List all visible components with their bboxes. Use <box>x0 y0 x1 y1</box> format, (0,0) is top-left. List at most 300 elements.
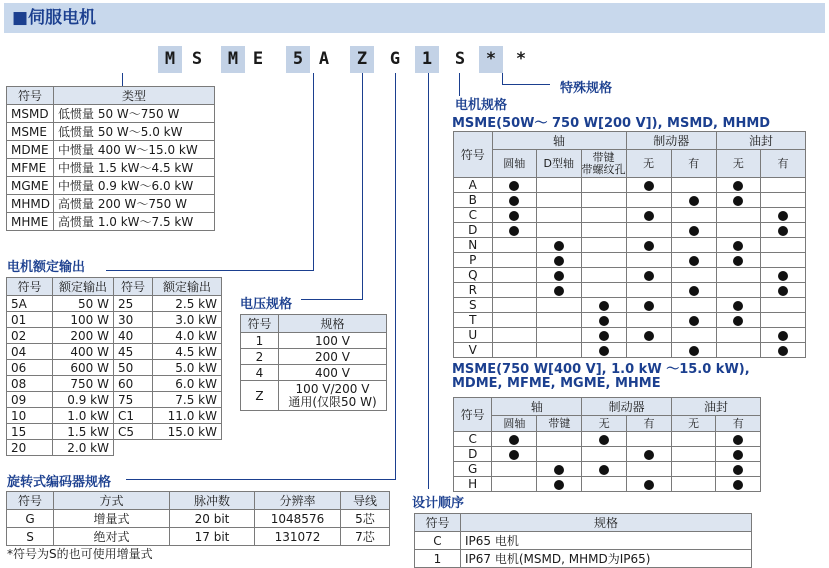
filled-dot-icon <box>509 181 519 191</box>
spec-cell <box>492 268 536 283</box>
table-row <box>7 296 222 312</box>
filled-dot-icon <box>599 346 609 356</box>
model-code-char: E <box>252 49 264 69</box>
table-row <box>7 195 215 213</box>
motor-spec-table2-title-line1: MSME(750 W[400 V], 1.0 kW ～15.0 kW), <box>452 362 750 377</box>
spec-cell <box>492 193 536 208</box>
motor-type-table <box>6 86 215 231</box>
table-row <box>7 141 215 159</box>
rated-symbol: 25 <box>114 296 153 312</box>
spec-cell <box>626 178 671 193</box>
voltage-spec-line1: 100 V/200 V <box>295 381 370 396</box>
rated-symbol: 30 <box>114 312 153 328</box>
spec-symbol: P <box>454 253 493 268</box>
table-row <box>454 268 806 283</box>
spec-cell <box>626 223 671 238</box>
spec-cell <box>492 313 536 328</box>
spec-cell <box>536 298 581 313</box>
spec-cell <box>671 328 716 343</box>
spec-cell <box>760 253 805 268</box>
spec-symbol: D <box>454 223 493 238</box>
spec-cell <box>627 477 672 492</box>
spec-subheader <box>536 150 581 178</box>
spec-cell <box>492 343 536 358</box>
table-row <box>415 532 752 550</box>
encoder-table <box>6 491 390 546</box>
spec-cell <box>581 328 626 343</box>
rated-header-symbol-2: 符号 <box>114 278 153 296</box>
spec-cell <box>626 313 671 328</box>
spec-subheader <box>671 150 716 178</box>
table-row <box>7 376 222 392</box>
encoder-resolution: 131072 <box>255 528 341 546</box>
spec-cell <box>716 298 760 313</box>
rated-symbol: 09 <box>7 392 53 408</box>
encoder-method: 绝对式 <box>54 528 170 546</box>
table-header-row <box>454 398 761 416</box>
spec-cell <box>671 268 716 283</box>
rated-symbol: 5A <box>7 296 53 312</box>
spec-cell <box>671 313 716 328</box>
spec-subheader-text: 有 <box>643 416 655 430</box>
filled-dot-icon <box>689 346 699 356</box>
filled-dot-icon <box>644 181 654 191</box>
spec-symbol: A <box>454 178 493 193</box>
encoder-pulses: 20 bit <box>170 510 255 528</box>
spec-subheader <box>537 416 582 432</box>
filled-dot-icon <box>778 211 788 221</box>
spec-cell <box>536 328 581 343</box>
spec-cell <box>581 268 626 283</box>
spec-cell <box>536 253 581 268</box>
rated-output: 6.0 kW <box>153 376 222 392</box>
spec-symbol: N <box>454 238 493 253</box>
spec-subheader <box>626 150 671 178</box>
encoder-wires: 5芯 <box>341 510 390 528</box>
spec-cell <box>581 223 626 238</box>
spec-cell <box>537 477 582 492</box>
spec-cell <box>536 343 581 358</box>
spec-symbol: D <box>454 447 492 462</box>
filled-dot-icon <box>554 465 564 475</box>
type-description: 低惯量 50 W～5.0 kW <box>54 123 215 141</box>
spec-cell <box>716 268 760 283</box>
table-row <box>7 123 215 141</box>
filled-dot-icon <box>733 465 743 475</box>
encoder-symbol: G <box>7 510 54 528</box>
spec-subheader-text: 圆轴 <box>503 416 526 430</box>
rated-output-title: 电机额定输出 <box>7 260 86 275</box>
design-header-symbol: 符号 <box>415 514 461 532</box>
rated-symbol: 50 <box>114 360 153 376</box>
motor-spec-table1-title: MSME(50W～ 750 W[200 V]), MSMD, MHMD <box>452 116 771 131</box>
rated-output: 11.0 kW <box>153 408 222 424</box>
encoder-resolution: 1048576 <box>255 510 341 528</box>
table-row <box>7 312 222 328</box>
spec-cell <box>671 208 716 223</box>
rated-output: 3.0 kW <box>153 312 222 328</box>
spec-subheader-text: 有 <box>688 156 700 170</box>
filled-dot-icon <box>778 226 788 236</box>
filled-dot-icon <box>509 435 519 445</box>
spec-subheader <box>671 416 716 432</box>
spec-subheader <box>582 416 627 432</box>
type-description: 中惯量 0.9 kW～6.0 kW <box>54 177 215 195</box>
model-code-char: 1 <box>415 46 439 73</box>
type-description: 低惯量 50 W～750 W <box>54 105 215 123</box>
spec-cell <box>716 343 760 358</box>
spec-cell <box>537 447 582 462</box>
rated-symbol: 08 <box>7 376 53 392</box>
encoder-note: *符号为S的也可使用增量式 <box>7 547 153 561</box>
type-description: 中惯量 1.5 kW～4.5 kW <box>54 159 215 177</box>
table-row <box>7 177 215 195</box>
rated-header-symbol-1: 符号 <box>7 278 53 296</box>
spec-cell <box>536 268 581 283</box>
spec-subheader <box>716 416 761 432</box>
rated-output: 50 W <box>53 296 114 312</box>
rated-output: 750 W <box>53 376 114 392</box>
filled-dot-icon <box>733 450 743 460</box>
filled-dot-icon <box>733 256 743 266</box>
type-symbol: MHME <box>7 213 54 231</box>
spec-cell <box>671 343 716 358</box>
spec-cell <box>760 328 805 343</box>
spec-cell <box>760 208 805 223</box>
spec-cell <box>716 178 760 193</box>
spec-cell <box>581 253 626 268</box>
encoder-header-symbol: 符号 <box>7 492 54 510</box>
table-row <box>454 328 806 343</box>
spec-cell <box>582 432 627 447</box>
rated-output: 100 W <box>53 312 114 328</box>
spec-cell <box>760 268 805 283</box>
spec-subheader-text: 有 <box>732 416 744 430</box>
filled-dot-icon <box>733 241 743 251</box>
spec-subheader-text: 带键 <box>592 150 615 164</box>
spec-cell <box>760 193 805 208</box>
filled-dot-icon <box>778 331 788 341</box>
encoder-header-wires: 导线 <box>341 492 390 510</box>
spec-cell <box>581 313 626 328</box>
table-row <box>454 253 806 268</box>
model-code-char: M <box>158 46 182 73</box>
table-row <box>454 432 761 447</box>
voltage-symbol: Z <box>241 381 279 411</box>
motor-spec-table-1 <box>453 131 806 358</box>
spec-cell <box>582 477 627 492</box>
spec-cell <box>671 447 716 462</box>
table-row <box>7 344 222 360</box>
model-code-char: * <box>479 46 503 73</box>
spec-subheader <box>492 416 537 432</box>
spec-cell <box>492 253 536 268</box>
spec-cell <box>671 432 716 447</box>
spec-cell <box>492 328 536 343</box>
filled-dot-icon <box>599 465 609 475</box>
table-row <box>7 528 390 546</box>
spec-subheader <box>716 150 760 178</box>
table-row <box>7 213 215 231</box>
spec-header-group: 制动器 <box>626 132 716 150</box>
spec-subheader-text: 无 <box>643 156 655 170</box>
spec-cell <box>627 432 672 447</box>
rated-symbol: C5 <box>114 424 153 440</box>
spec-header-symbol: 符号 <box>454 398 492 432</box>
spec-cell <box>581 298 626 313</box>
spec-cell <box>716 477 761 492</box>
spec-symbol: G <box>454 462 492 477</box>
type-symbol: MDME <box>7 141 54 159</box>
spec-cell <box>492 178 536 193</box>
motor-spec-table-2 <box>453 397 761 492</box>
spec-cell <box>760 238 805 253</box>
table-row <box>454 178 806 193</box>
spec-cell <box>760 178 805 193</box>
design-symbol: C <box>415 532 461 550</box>
rated-symbol: 02 <box>7 328 53 344</box>
design-order-title: 设计顺序 <box>412 496 465 511</box>
spec-subheader-text: 有 <box>777 156 789 170</box>
table-row <box>7 424 222 440</box>
motor-spec-title: 电机规格 <box>455 98 508 113</box>
filled-dot-icon <box>733 316 743 326</box>
type-symbol: MSME <box>7 123 54 141</box>
spec-cell <box>716 328 760 343</box>
spec-symbol: R <box>454 283 493 298</box>
voltage-spec: 200 V <box>279 349 387 365</box>
page-title: ■伺服电机 <box>4 3 825 33</box>
table-row <box>454 313 806 328</box>
spec-cell <box>492 208 536 223</box>
spec-symbol: C <box>454 208 493 223</box>
filled-dot-icon <box>509 450 519 460</box>
rated-header-output-2: 额定输出 <box>153 278 222 296</box>
rated-output: 15.0 kW <box>153 424 222 440</box>
spec-symbol: S <box>454 298 493 313</box>
spec-cell <box>716 283 760 298</box>
spec-cell <box>760 298 805 313</box>
filled-dot-icon <box>509 196 519 206</box>
spec-cell <box>537 462 582 477</box>
table-header-row <box>454 132 806 150</box>
model-code-char: * <box>515 49 527 69</box>
table-row <box>454 193 806 208</box>
spec-header-group: 轴 <box>492 398 582 416</box>
design-order-table <box>414 513 752 568</box>
filled-dot-icon <box>778 271 788 281</box>
rated-output: 200 W <box>53 328 114 344</box>
table-row <box>7 510 390 528</box>
spec-subheader <box>627 416 672 432</box>
voltage-symbol: 1 <box>241 333 279 349</box>
spec-cell <box>581 343 626 358</box>
filled-dot-icon <box>644 301 654 311</box>
model-code-char: Z <box>350 46 374 73</box>
table-row <box>7 408 222 424</box>
spec-cell <box>626 298 671 313</box>
spec-header-symbol: 符号 <box>454 132 493 178</box>
rated-output: 600 W <box>53 360 114 376</box>
model-code-char: A <box>318 49 330 69</box>
rated-symbol: 06 <box>7 360 53 376</box>
table-row <box>415 550 752 568</box>
spec-cell <box>536 178 581 193</box>
rated-symbol: 04 <box>7 344 53 360</box>
spec-cell <box>716 223 760 238</box>
rated-symbol: 40 <box>114 328 153 344</box>
spec-cell <box>671 238 716 253</box>
type-symbol: MSMD <box>7 105 54 123</box>
encoder-pulses: 17 bit <box>170 528 255 546</box>
model-code-char: 5 <box>286 46 310 73</box>
spec-cell <box>582 447 627 462</box>
spec-cell <box>537 432 582 447</box>
voltage-symbol: 4 <box>241 365 279 381</box>
spec-cell <box>716 447 761 462</box>
filled-dot-icon <box>733 435 743 445</box>
spec-cell <box>626 238 671 253</box>
filled-dot-icon <box>509 226 519 236</box>
filled-dot-icon <box>644 480 654 490</box>
spec-symbol: B <box>454 193 493 208</box>
table-row <box>241 349 387 365</box>
spec-cell <box>582 462 627 477</box>
table-row <box>241 381 387 411</box>
spec-cell <box>492 283 536 298</box>
type-symbol: MGME <box>7 177 54 195</box>
spec-subheader-text: 无 <box>732 156 744 170</box>
voltage-spec-universal <box>279 381 387 411</box>
spec-cell <box>716 208 760 223</box>
filled-dot-icon <box>689 226 699 236</box>
encoder-header-resolution: 分辨率 <box>255 492 341 510</box>
spec-cell <box>536 283 581 298</box>
filled-dot-icon <box>778 346 788 356</box>
spec-symbol: V <box>454 343 493 358</box>
table-row <box>454 238 806 253</box>
spec-header-group: 轴 <box>492 132 626 150</box>
spec-cell <box>626 208 671 223</box>
spec-cell <box>536 208 581 223</box>
filled-dot-icon <box>689 196 699 206</box>
voltage-spec: 400 V <box>279 365 387 381</box>
spec-cell <box>536 193 581 208</box>
table-row <box>7 159 215 177</box>
rated-output: 0.9 kW <box>53 392 114 408</box>
table-row <box>454 208 806 223</box>
filled-dot-icon <box>644 331 654 341</box>
spec-header-group: 制动器 <box>582 398 672 416</box>
rated-output: 7.5 kW <box>153 392 222 408</box>
table-row <box>454 462 761 477</box>
spec-cell <box>581 193 626 208</box>
filled-dot-icon <box>733 181 743 191</box>
filled-dot-icon <box>554 256 564 266</box>
rated-symbol: C1 <box>114 408 153 424</box>
rated-symbol: 45 <box>114 344 153 360</box>
spec-symbol: H <box>454 477 492 492</box>
design-spec: IP65 电机 <box>461 532 752 550</box>
table-row <box>241 333 387 349</box>
rated-symbol: 20 <box>7 440 53 456</box>
filled-dot-icon <box>644 211 654 221</box>
spec-cell <box>671 223 716 238</box>
table-row <box>7 360 222 376</box>
model-code-char: M <box>221 46 245 73</box>
table-header-row <box>454 150 806 178</box>
spec-cell <box>760 223 805 238</box>
spec-header-group: 油封 <box>671 398 760 416</box>
filled-dot-icon <box>509 211 519 221</box>
filled-dot-icon <box>689 316 699 326</box>
encoder-header-method: 方式 <box>54 492 170 510</box>
spec-symbol: C <box>454 432 492 447</box>
spec-cell <box>760 343 805 358</box>
table-row <box>454 283 806 298</box>
spec-cell <box>671 193 716 208</box>
table-row <box>7 440 222 456</box>
spec-cell <box>626 268 671 283</box>
spec-subheader-text: 无 <box>688 416 700 430</box>
filled-dot-icon <box>599 435 609 445</box>
table-row <box>7 392 222 408</box>
spec-cell <box>492 238 536 253</box>
spec-cell <box>671 298 716 313</box>
type-description: 高惯量 1.0 kW～7.5 kW <box>54 213 215 231</box>
design-spec: IP67 电机(MSMD, MHMD为IP65) <box>461 550 752 568</box>
spec-cell <box>716 193 760 208</box>
voltage-header-spec: 规格 <box>279 315 387 333</box>
table-row <box>7 328 222 344</box>
filled-dot-icon <box>733 301 743 311</box>
filled-dot-icon <box>599 301 609 311</box>
table-row <box>454 477 761 492</box>
filled-dot-icon <box>554 241 564 251</box>
filled-dot-icon <box>599 331 609 341</box>
type-header-symbol: 符号 <box>7 87 54 105</box>
voltage-table <box>240 314 387 411</box>
rated-output: 4.0 kW <box>153 328 222 344</box>
rated-output: 1.5 kW <box>53 424 114 440</box>
spec-cell <box>492 477 537 492</box>
spec-subheader <box>492 150 536 178</box>
voltage-symbol: 2 <box>241 349 279 365</box>
spec-cell <box>492 462 537 477</box>
rated-output: 1.0 kW <box>53 408 114 424</box>
rated-header-output-1: 额定输出 <box>53 278 114 296</box>
rated-output: 400 W <box>53 344 114 360</box>
motor-spec-table2-title-line2: MDME, MFME, MGME, MHME <box>452 376 661 391</box>
spec-subheader-text: 带螺纹孔 <box>581 162 626 176</box>
spec-cell <box>626 253 671 268</box>
filled-dot-icon <box>689 286 699 296</box>
rated-output: 4.5 kW <box>153 344 222 360</box>
spec-subheader-text: 圆轴 <box>503 156 526 170</box>
voltage-spec: 100 V <box>279 333 387 349</box>
spec-cell <box>627 462 672 477</box>
filled-dot-icon <box>554 271 564 281</box>
spec-cell <box>492 298 536 313</box>
filled-dot-icon <box>554 286 564 296</box>
filled-dot-icon <box>599 316 609 326</box>
spec-cell <box>581 283 626 298</box>
model-code-char: S <box>454 49 466 69</box>
spec-cell <box>760 313 805 328</box>
voltage-title: 电压规格 <box>240 297 293 312</box>
spec-cell <box>716 238 760 253</box>
design-symbol: 1 <box>415 550 461 568</box>
